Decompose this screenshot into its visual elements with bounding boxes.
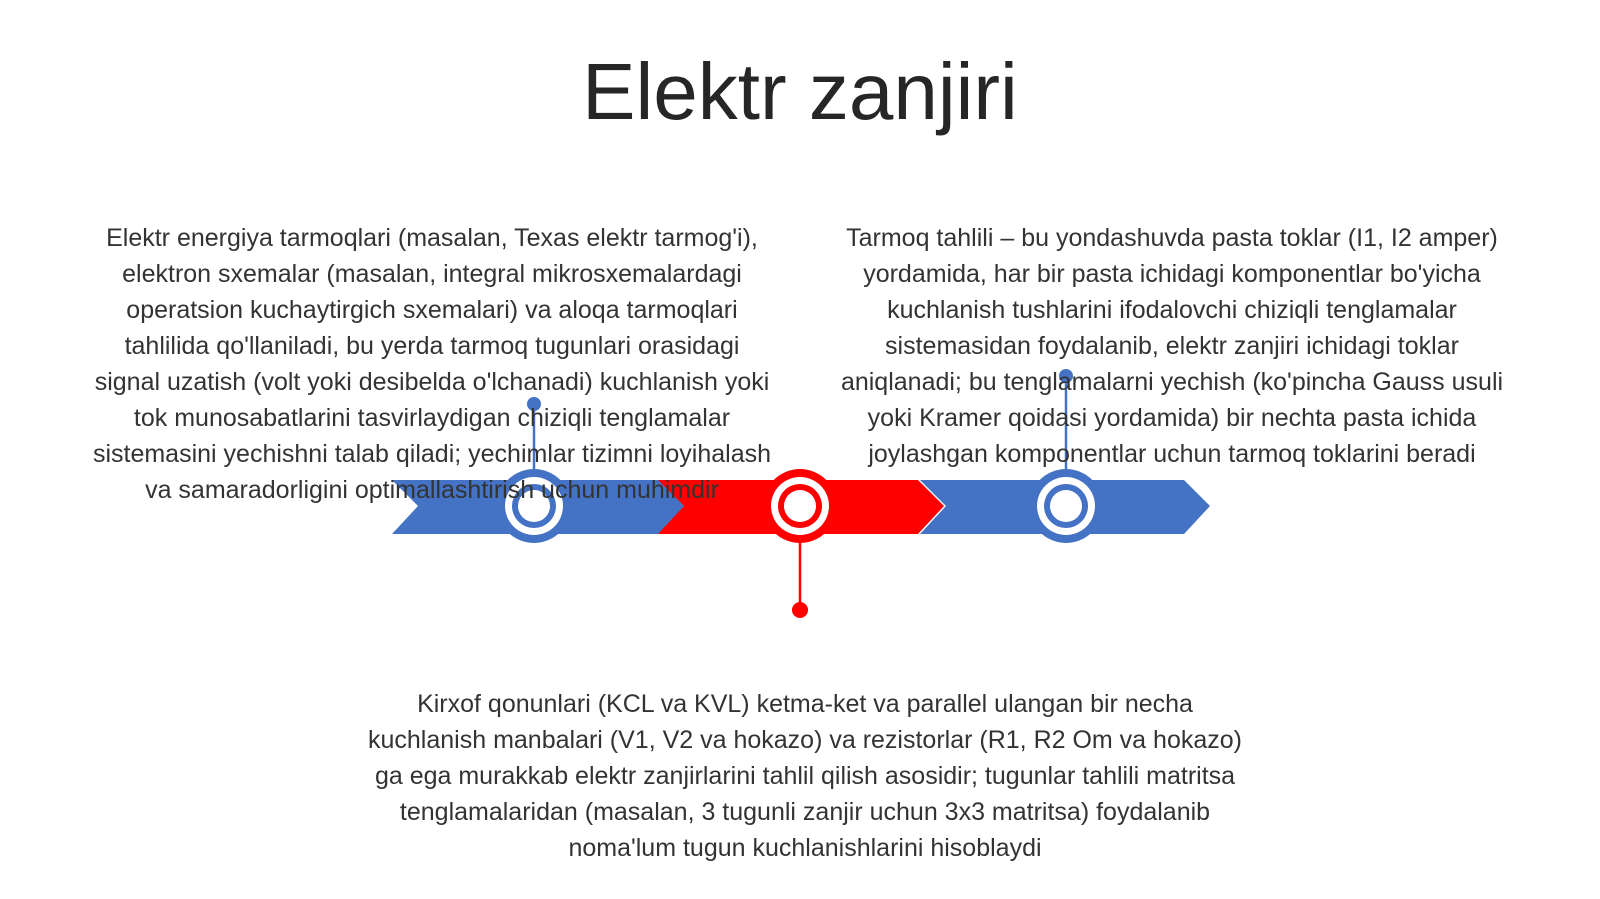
slide-title: Elektr zanjiri xyxy=(582,47,1018,136)
text-block-bottom: Kirxof qonunlari (KCL va KVL) ketma-ket va parallel ulangan bir necha kuchlanish manbalari (V1, V2 va hokazo) va rezistorlar (R1, R2 Om va hokazo) ga ega murakkab elektr zanjirlarini tahlil qilish asosidir; tugunlar tahlili matritsa tenglamalaridan (masalan, 3 tugunli zanjir uchun 3x3 matritsa) foydalanib noma'lum tugun kuchlanishlarini hisoblaydi xyxy=(368,690,1242,862)
text-block-left: Elektr energiya tarmoqlari (masalan, Texas elektr tarmog'i), elektron sxemalar (masalan, integral mikrosxemalardagi operatsion kuchaytirgich sxemalari) va aloqa tarmoqlari tahlilida qo'llaniladi, bu yerda tarmoq tugunlari orasidagi signal uzatish (volt yoki desibelda o'lchanadi) kuchlanish yoki tok munosabatlarini tasvirlaydigan chiziqli tenglamalar sistemasini yechishni talab qiladi; yechimlar tizimni loyihalash va samaradorligini optimallashtirish uchun muhimdir xyxy=(92,224,772,504)
text-block-right: Tarmoq tahlili – bu yondashuvda pasta toklar (I1, I2 amper) yordamida, har bir pasta ichidagi komponentlar bo'yicha kuchlanish tushlarini ifodalovchi chiziqli tenglamalar sistemasidan foydalanib, elektr zanjiri ichidagi toklar aniqlanadi; bu tenglamalarni yechish (ko'pincha Gauss usuli yoki Kramer qoidasi yordamida) bir nechta pasta ichida joylashgan komponentlar uchun tarmoq toklarini beradi xyxy=(840,224,1504,468)
timeline-marker-2 xyxy=(763,469,837,618)
